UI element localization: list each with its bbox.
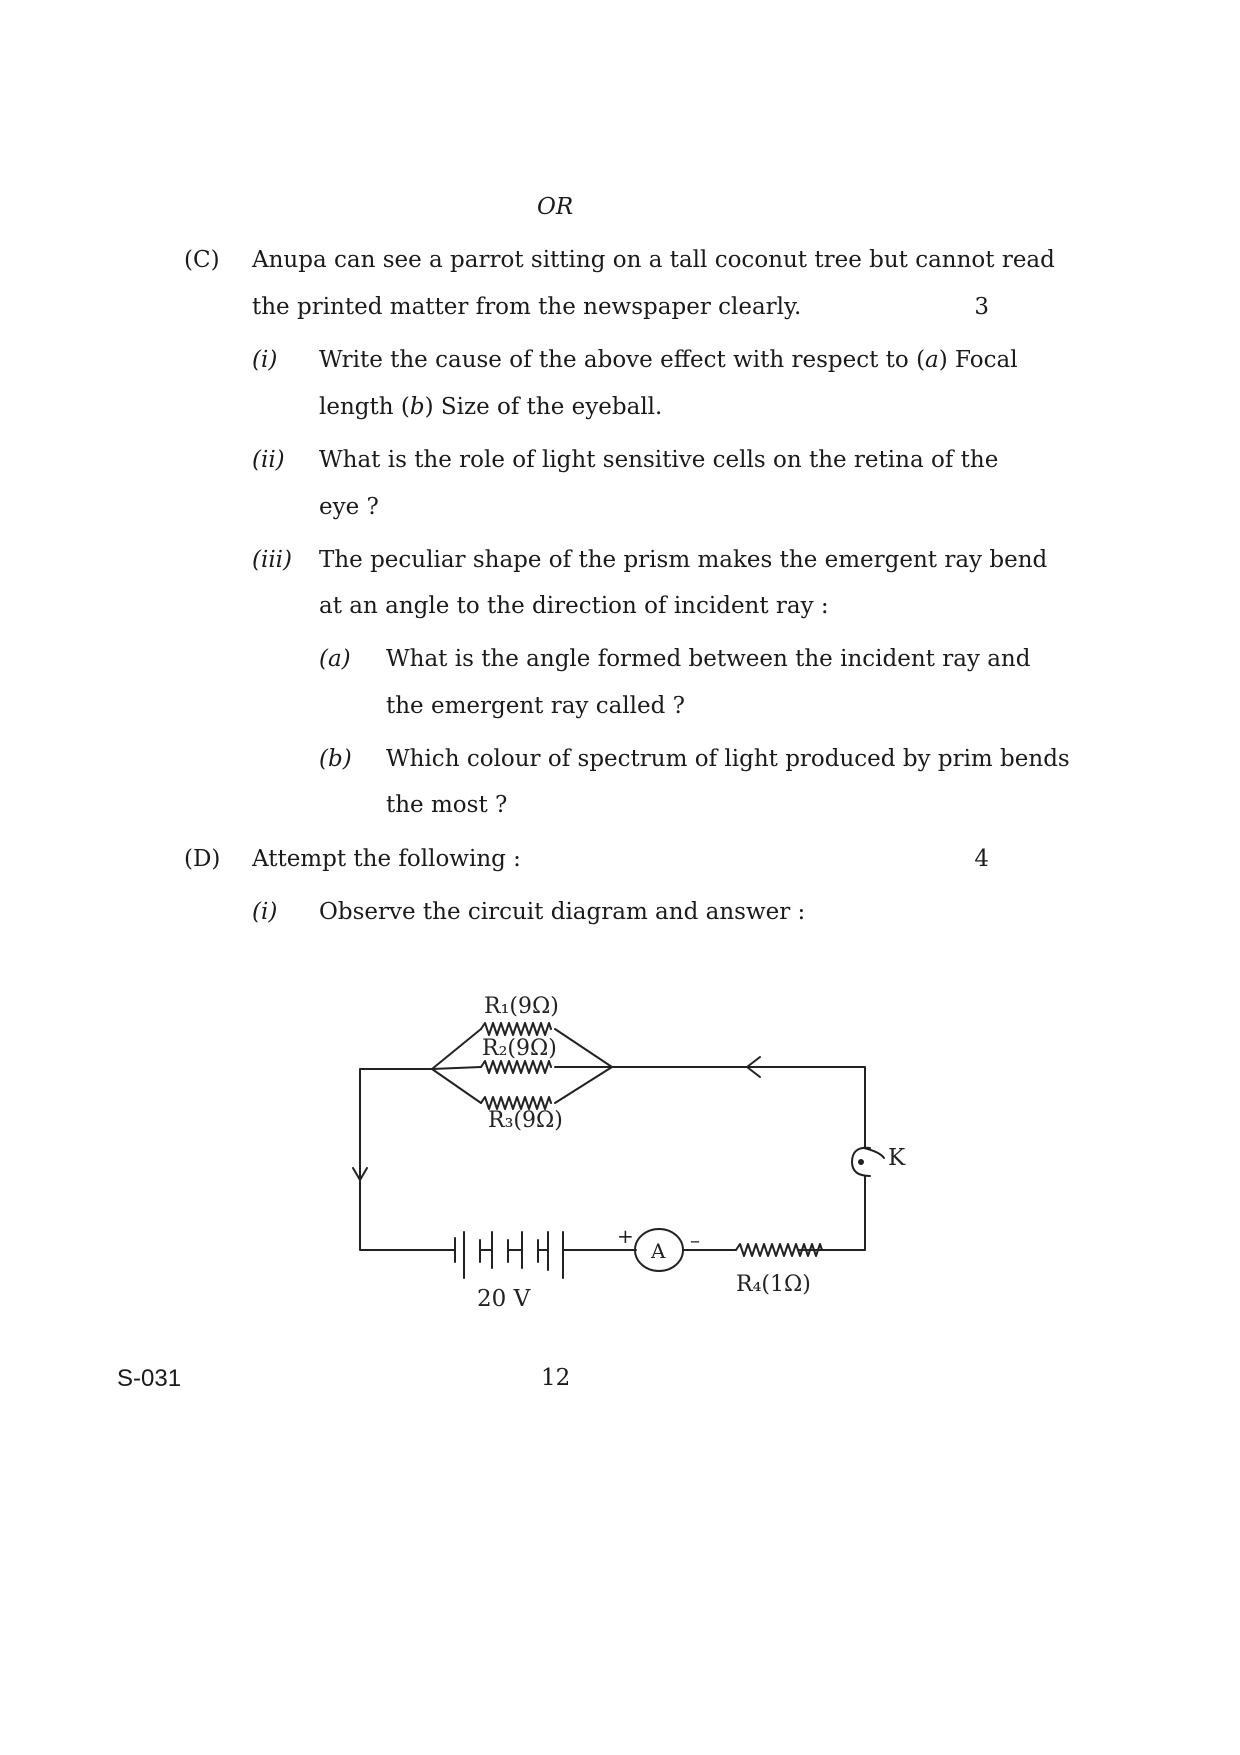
subpart-a-label: (a) — [319, 646, 351, 672]
wire-right-lower — [822, 1176, 865, 1250]
part-i-line1-a: a — [925, 347, 939, 373]
resistor-r1 — [481, 1023, 551, 1035]
part-iii-line1: The peculiar shape of the prism makes the emergent ray bend — [319, 547, 1048, 573]
part-ii-label: (ii) — [252, 447, 285, 473]
subpart-b-line1: Which colour of spectrum of light produced by prim bends — [386, 746, 1070, 772]
label-r3: R₃(9Ω) — [488, 1108, 563, 1133]
question-d-text: Attempt the following : — [252, 846, 521, 872]
label-battery: 20 V — [477, 1286, 531, 1312]
part-d-i-text: Observe the circuit diagram and answer : — [319, 899, 806, 925]
or-heading: OR — [537, 194, 574, 220]
subpart-b-line2: the most ? — [386, 792, 508, 818]
label-r1: R₁(9Ω) — [484, 994, 559, 1019]
battery-plate-5 — [538, 1232, 548, 1270]
part-i-line1-pre: Write the cause of the above effect with respect to ( — [319, 347, 926, 373]
label-ammeter: A — [651, 1239, 666, 1263]
page-number: 12 — [541, 1365, 571, 1391]
part-i-line1-post: ) Focal — [938, 347, 1018, 373]
battery-plate-4 — [508, 1232, 522, 1268]
question-d-marks: 4 — [974, 846, 989, 872]
label-minus: – — [690, 1228, 700, 1252]
part-i-line2-post: ) Size of the eyeball. — [424, 394, 663, 420]
question-c-line1: Anupa can see a parrot sitting on a tall coconut tree but cannot read — [252, 247, 1055, 273]
part-d-i-label: (i) — [252, 899, 278, 925]
part-ii-line1: What is the role of light sensitive cells on the retina of the — [319, 447, 999, 473]
resistor-r2 — [481, 1061, 551, 1073]
part-iii-line2: at an angle to the direction of incident ray : — [319, 593, 829, 619]
subpart-a-line2: the emergent ray called ? — [386, 693, 685, 719]
subpart-b-label: (b) — [319, 746, 352, 772]
battery-plate-1 — [440, 1238, 455, 1262]
key-k-lever — [864, 1148, 884, 1158]
label-plus: + — [617, 1224, 634, 1248]
footer-code: S-031 — [117, 1365, 182, 1392]
subpart-a-line1: What is the angle formed between the incident ray and — [386, 646, 1031, 672]
part-iii-label: (iii) — [252, 547, 293, 573]
part-ii-line2: eye ? — [319, 494, 379, 520]
question-c-label: (C) — [184, 247, 220, 273]
question-d-label: (D) — [184, 846, 221, 872]
label-r2: R₂(9Ω) — [482, 1036, 557, 1061]
label-r4: R₄(1Ω) — [736, 1272, 811, 1297]
part-i-line2-b: b — [409, 394, 425, 420]
label-key: K — [888, 1145, 906, 1171]
wire-top-right — [612, 1067, 865, 1148]
question-c-marks: 3 — [974, 294, 989, 320]
wire-left — [360, 1069, 440, 1250]
key-k-pin — [858, 1159, 864, 1165]
part-i-label: (i) — [252, 347, 278, 373]
question-c-line2: the printed matter from the newspaper clearly. — [252, 294, 802, 320]
part-i-line2-pre: length ( — [319, 394, 410, 420]
battery-plate-3 — [480, 1232, 492, 1268]
